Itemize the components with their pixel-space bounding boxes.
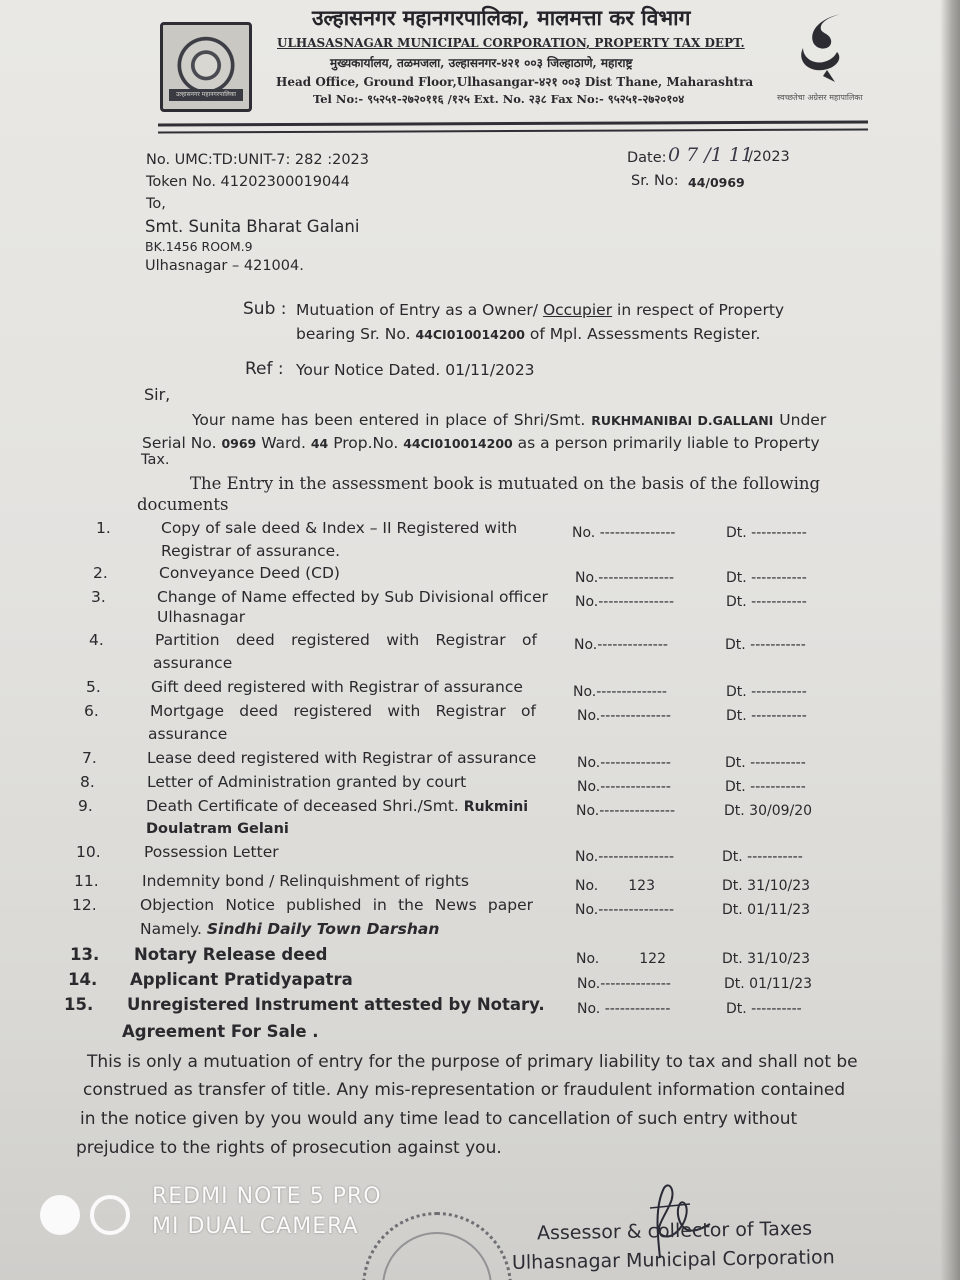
- header-divider: [158, 120, 868, 126]
- document-title: [146, 797, 528, 815]
- subject-text: Mutuation of Entry as a Owner/: [296, 301, 539, 319]
- document-number: 8.: [80, 773, 95, 791]
- municipal-seal-logo: [160, 22, 252, 112]
- document-no-field: [577, 755, 671, 771]
- document-no-field: [575, 594, 674, 610]
- document-no-field: [576, 803, 675, 819]
- document-no-field: [577, 1001, 670, 1017]
- document-no-field: [577, 779, 671, 795]
- previous-owner-name: RUKHMANIBAI D.GALLANI: [591, 413, 774, 428]
- date-label: Date:: [627, 150, 667, 166]
- header-divider-thin: [158, 128, 868, 133]
- document-title-text: Registrar of assurance.: [161, 542, 341, 560]
- seal-caption: उल्हासनगर महानगरपालिका: [169, 89, 243, 101]
- document-date-field: Dt. -----------: [722, 849, 803, 865]
- document-title: [150, 702, 536, 720]
- document-title-text: Possession Letter: [144, 843, 279, 861]
- header-english-title: ULHASASNAGAR MUNICIPAL CORPORATION, PROPERTY TAX DEPT.: [277, 36, 745, 50]
- document-title: [161, 519, 517, 537]
- document-title-text: Change of Name effected by Sub Divisional officer: [157, 588, 548, 606]
- document-no-label: No.--------------: [574, 637, 668, 653]
- header-marathi-address: मुख्यकार्यालय, तळमजला, उल्हासनगर-४२१ ००३ जिल्हाठाणे, महाराष्ट्र: [330, 56, 633, 70]
- document-date-field: Dt. 31/10/23: [722, 951, 811, 967]
- document-title-continued: [161, 542, 340, 560]
- serial-label: Sr. No:: [631, 173, 679, 189]
- document-title-text: assurance: [153, 654, 233, 672]
- document-number: 3.: [91, 588, 106, 606]
- document-number: 14.: [68, 970, 98, 989]
- document-no-label: No.: [576, 951, 600, 967]
- document-no-label: No.--------------: [577, 976, 671, 992]
- document-title-text: Copy of sale deed & Index – II Registered with: [161, 519, 518, 537]
- document-title-text: Applicant Pratidyapatra: [130, 970, 353, 989]
- document-date-field: Dt. ----------: [726, 1001, 802, 1017]
- document-no-field: [573, 684, 667, 700]
- document-date-field: Dt. -----------: [726, 525, 807, 541]
- subject-label: Sub :: [243, 299, 287, 319]
- serial-value: 44/0969: [688, 175, 745, 190]
- body-propno-label: Prop.No.: [333, 434, 399, 452]
- body-line2: [142, 434, 820, 452]
- document-title-continued: [148, 725, 227, 743]
- document-no-field: [575, 570, 674, 586]
- closing-line4: prejudice to the rights of prosecution against you.: [76, 1138, 502, 1158]
- document-title: [140, 896, 533, 914]
- document-title: [147, 749, 536, 767]
- newspaper-name: Sindhi Daily Town Darshan: [206, 920, 440, 938]
- watermark-dot-filled: [40, 1195, 80, 1235]
- document-number: 9.: [78, 797, 93, 815]
- document-title-text: Doulatram Gelani: [146, 821, 289, 837]
- document-no-field: [575, 878, 655, 894]
- header-marathi-title: उल्हासनगर महानगरपालिका, मालमत्ता कर विभाग: [312, 5, 691, 30]
- body-ward-label: Ward.: [261, 434, 306, 452]
- document-title-text: Mortgage deed registered with Registrar of: [150, 702, 536, 720]
- salutation: Sir,: [144, 385, 171, 404]
- subject-line1: [296, 301, 784, 319]
- logo-caption: स्वच्छतेचा अग्रेसर महापालिका: [777, 93, 863, 102]
- document-title-text: Indemnity bond / Relinquishment of rights: [142, 872, 469, 890]
- document-title: [134, 945, 327, 964]
- basis-line2: documents: [137, 495, 229, 514]
- document-title-continued: [140, 920, 439, 938]
- document-title-text: Objection Notice published in the News paper: [140, 896, 533, 914]
- document-no-label: No.--------------: [577, 755, 671, 771]
- subject-property-number: 44CI010014200: [415, 327, 525, 342]
- body-under: Under: [779, 411, 827, 429]
- document-no-field: [577, 976, 671, 992]
- document-date-field: Dt. 01/11/23: [724, 976, 813, 992]
- document-no-value: 122: [639, 951, 666, 967]
- document-number: 11.: [74, 872, 99, 890]
- document-title: [159, 564, 340, 582]
- document-no-label: No.---------------: [575, 849, 675, 865]
- document-no-label: No.---------------: [576, 803, 676, 819]
- document-title: [147, 773, 466, 791]
- document-title-text: Letter of Administration granted by court: [147, 773, 467, 791]
- subject-text-end: in respect of Property: [617, 301, 785, 319]
- document-no-value: 123: [628, 878, 655, 894]
- document-number: 15.: [64, 995, 94, 1014]
- document-no-label: No.--------------: [577, 779, 671, 795]
- header-english-address: Head Office, Ground Floor,Ulhasangar-४२१ ००३ Dist Thane, Maharashtra: [276, 75, 754, 89]
- document-title-text: assurance: [148, 725, 228, 743]
- token-number: Token No. 41202300019044: [146, 174, 350, 190]
- document-no-label: No.---------------: [575, 570, 675, 586]
- document-date-field: Dt. -----------: [725, 637, 806, 653]
- body-serial-value: 0969: [221, 436, 257, 451]
- document-no-label: No.--------------: [577, 708, 671, 724]
- document-title: [144, 843, 279, 861]
- document-title: [155, 631, 537, 649]
- addressee-address-line1: BK.1456 ROOM.9: [145, 239, 253, 254]
- document-title-continued: [153, 654, 232, 672]
- document-title-bold: Rukmini: [463, 799, 529, 815]
- document-no-label: No. -------------: [577, 1001, 671, 1017]
- document-number: 13.: [70, 945, 100, 964]
- document-title-text: Gift deed registered with Registrar of assurance: [151, 678, 523, 696]
- document-date-field: Dt. -----------: [725, 779, 806, 795]
- document-title-continued: [146, 819, 289, 837]
- document-number: 10.: [76, 843, 101, 861]
- watermark-line2: MI DUAL CAMERA: [152, 1214, 359, 1239]
- document-title-text: Lease deed registered with Registrar of assurance: [147, 749, 537, 767]
- body-propno-value: 44CI010014200: [403, 436, 513, 451]
- closing-line1: This is only a mutuation of entry for the purpose of primary liability to tax and shall not be: [87, 1052, 858, 1072]
- document-date-field: Dt. -----------: [726, 594, 807, 610]
- closing-line3: in the notice given by you would any time lead to cancellation of such entry without: [80, 1109, 798, 1129]
- document-no-field: [575, 902, 674, 918]
- header-contact-line: Tel No:- ९५२५१-२७२०११६ /१२५ Ext. No. २३८ Fax No:- ९५२५१-२७२०१०४: [313, 92, 685, 106]
- watermark-dot-ring: [90, 1195, 130, 1235]
- document-number: 6.: [84, 702, 99, 720]
- swachh-logo-icon: [783, 8, 863, 88]
- page-edge-shadow: [940, 0, 960, 1280]
- document-number: 2.: [93, 564, 108, 582]
- document-title-text: Conveyance Deed (CD): [159, 564, 340, 582]
- document-title: [127, 995, 545, 1014]
- document-title-continued: [122, 1022, 319, 1041]
- document-number: 4.: [89, 631, 104, 649]
- basis-line1: The Entry in the assessment book is mutuated on the basis of the following: [190, 474, 821, 493]
- document-title-text: Partition deed registered with Registrar of: [155, 631, 537, 649]
- document-title: [142, 872, 469, 890]
- document-no-field: [577, 708, 671, 724]
- document-title-text: Agreement For Sale .: [122, 1022, 319, 1041]
- document-title-text: Ulhasnagar: [157, 608, 246, 626]
- subject-bearing: bearing Sr. No.: [296, 325, 411, 343]
- document-title-text: Unregistered Instrument attested by: [127, 995, 472, 1014]
- document-date-field: Dt. -----------: [726, 570, 807, 586]
- date-handwritten: 0 7 /1 11: [668, 144, 753, 166]
- body-text: Your name has been entered in place of Shri/Smt.: [192, 411, 586, 429]
- document-no-field: [574, 637, 668, 653]
- body-line1: [192, 411, 826, 429]
- document-title: [151, 678, 523, 696]
- document-number: 7.: [82, 749, 97, 767]
- document-date-field: Dt. -----------: [725, 755, 806, 771]
- document-number: 12.: [72, 896, 97, 914]
- document-no-label: No. ---------------: [572, 525, 676, 541]
- document-no-field: [572, 525, 675, 541]
- document-date-field: Dt. 31/10/23: [722, 878, 811, 894]
- document-no-field: [575, 849, 674, 865]
- addressee-address-line2: Ulhasnagar – 421004.: [145, 258, 304, 274]
- addressee-name: Smt. Sunita Bharat Galani: [145, 217, 360, 236]
- body-ward-value: 44: [310, 436, 329, 451]
- closing-line2: construed as transfer of title. Any mis-representation or fraudulent information contained: [83, 1080, 846, 1100]
- body-serial-label: Serial No.: [142, 434, 217, 452]
- subject-line2: [296, 325, 760, 343]
- body-liability-text: as a person primarily liable to Property: [517, 434, 820, 452]
- document-title-continued: [157, 608, 245, 626]
- document-date-field: Dt. 01/11/23: [722, 902, 811, 918]
- document-title-text: Namely.: [140, 920, 202, 938]
- body-line3: Tax.: [141, 452, 170, 468]
- document-no-label: No.---------------: [575, 594, 675, 610]
- watermark-line1: REDMI NOTE 5 PRO: [152, 1184, 382, 1209]
- reference-number: No. UMC:TD:UNIT-7: 282 :2023: [146, 152, 370, 168]
- signatory-organization: Ulhasnagar Municipal Corporation: [511, 1246, 835, 1274]
- document-date-field: Dt. -----------: [726, 708, 807, 724]
- document-title: [157, 588, 548, 606]
- date-year: /2023: [748, 149, 790, 165]
- document-number: 1.: [96, 519, 111, 537]
- signatory-title: Assessor & collector of Taxes: [536, 1217, 813, 1245]
- document-title: [130, 970, 353, 989]
- document-number: 5.: [86, 678, 101, 696]
- document-no-label: No.: [575, 878, 599, 894]
- document-date-field: Dt. -----------: [726, 684, 807, 700]
- document-date-field: Dt. 30/09/20: [724, 803, 813, 819]
- subject-occupier: Occupier: [542, 301, 613, 319]
- document-title-text: Death Certificate of deceased Shri./Smt.: [146, 797, 459, 815]
- to-line: To,: [146, 196, 166, 212]
- ref-label: Ref :: [245, 359, 284, 379]
- ref-text: Your Notice Dated. 01/11/2023: [296, 361, 535, 379]
- document-no-label: No.--------------: [573, 684, 667, 700]
- document-no-label: No.---------------: [575, 902, 675, 918]
- document-title-text: Notary Release deed: [134, 945, 328, 964]
- document-no-field: [576, 951, 666, 967]
- document-title-bold: Notary.: [476, 995, 545, 1014]
- subject-register: of Mpl. Assessments Register.: [529, 325, 761, 343]
